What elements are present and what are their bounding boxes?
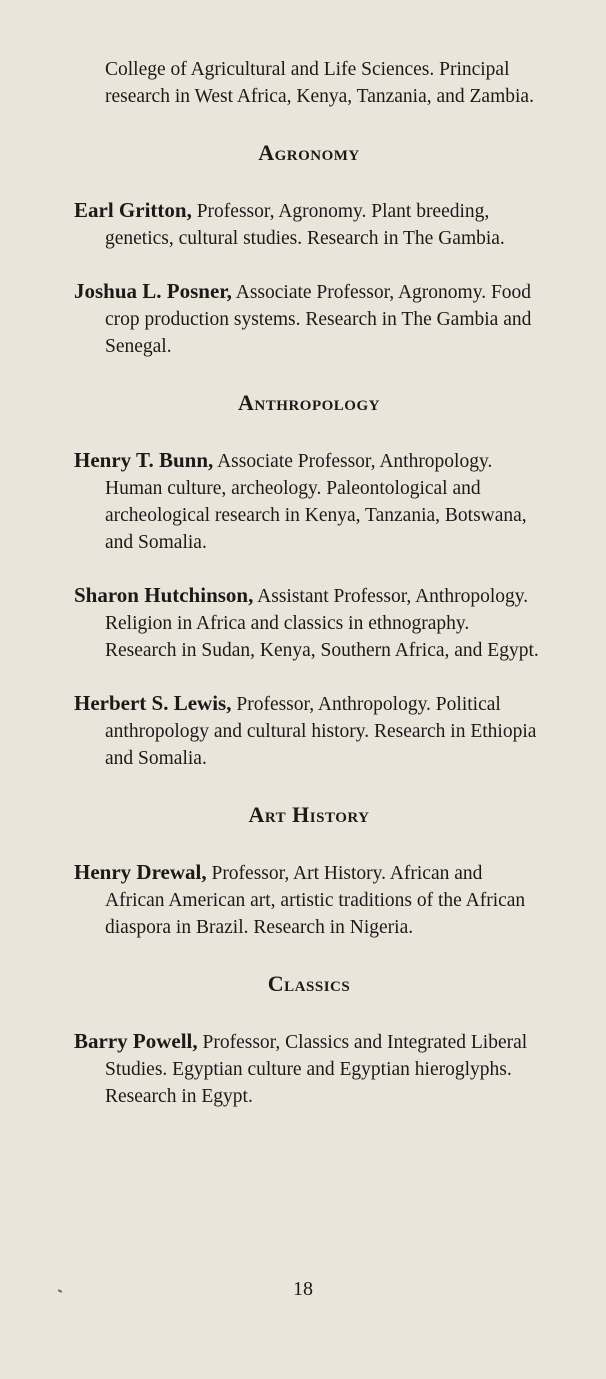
faculty-description: Associate Professor, Agronomy. Food crop production systems. Research in The Gambia and Senegal. — [105, 282, 532, 357]
faculty-name: Henry T. Bunn, — [74, 448, 214, 472]
faculty-entry — [74, 690, 544, 772]
faculty-name: Earl Gritton, — [74, 198, 192, 222]
faculty-description: Associate Professor, Anthropology. Human culture, archeology. Paleontological and archeological research in Kenya, Tanzania, Botswana, and Somalia. — [105, 451, 527, 553]
faculty-name: Joshua L. Posner, — [74, 279, 232, 303]
section-heading-classics: Classics — [267, 971, 351, 996]
faculty-name: Henry Drewal, — [74, 860, 207, 884]
faculty-name: Herbert S. Lewis, — [74, 691, 232, 715]
faculty-entry — [74, 582, 544, 664]
faculty-description: Professor, Anthropology. Political anthropology and cultural history. Research in Ethiopia and Somalia. — [105, 694, 537, 769]
faculty-name: Barry Powell, — [74, 1029, 198, 1053]
faculty-description: Professor, Classics and Integrated Liberal Studies. Egyptian culture and Egyptian hieroglyphs. Research in Egypt. — [105, 1032, 528, 1107]
faculty-entry — [74, 278, 544, 360]
section-heading-agronomy: Agronomy — [258, 140, 360, 165]
faculty-description: Assistant Professor, Anthropology. Religion in Africa and classics in ethnography. Research in Sudan, Kenya, Southern Africa, and Egypt. — [105, 586, 539, 661]
faculty-name: Sharon Hutchinson, — [74, 583, 254, 607]
faculty-entry — [74, 859, 544, 941]
section-heading-art-history: Art History — [248, 802, 370, 827]
faculty-description: Professor, Agronomy. Plant breeding, genetics, cultural studies. Research in The Gambia. — [105, 201, 505, 249]
document-page — [74, 56, 544, 1110]
faculty-entry — [74, 197, 544, 252]
faculty-description: Professor, Art History. African and African American art, artistic traditions of the African diaspora in Brazil. Research in Nigeria. — [105, 863, 526, 938]
faculty-entry — [74, 1028, 544, 1110]
page-number: 18 — [293, 1278, 313, 1300]
section-heading-anthropology: Anthropology — [238, 390, 380, 415]
faculty-entry — [74, 447, 544, 556]
intro-paragraph: College of Agricultural and Life Sciences. Principal research in West Africa, Kenya, Tanzania, and Zambia. — [105, 59, 534, 107]
